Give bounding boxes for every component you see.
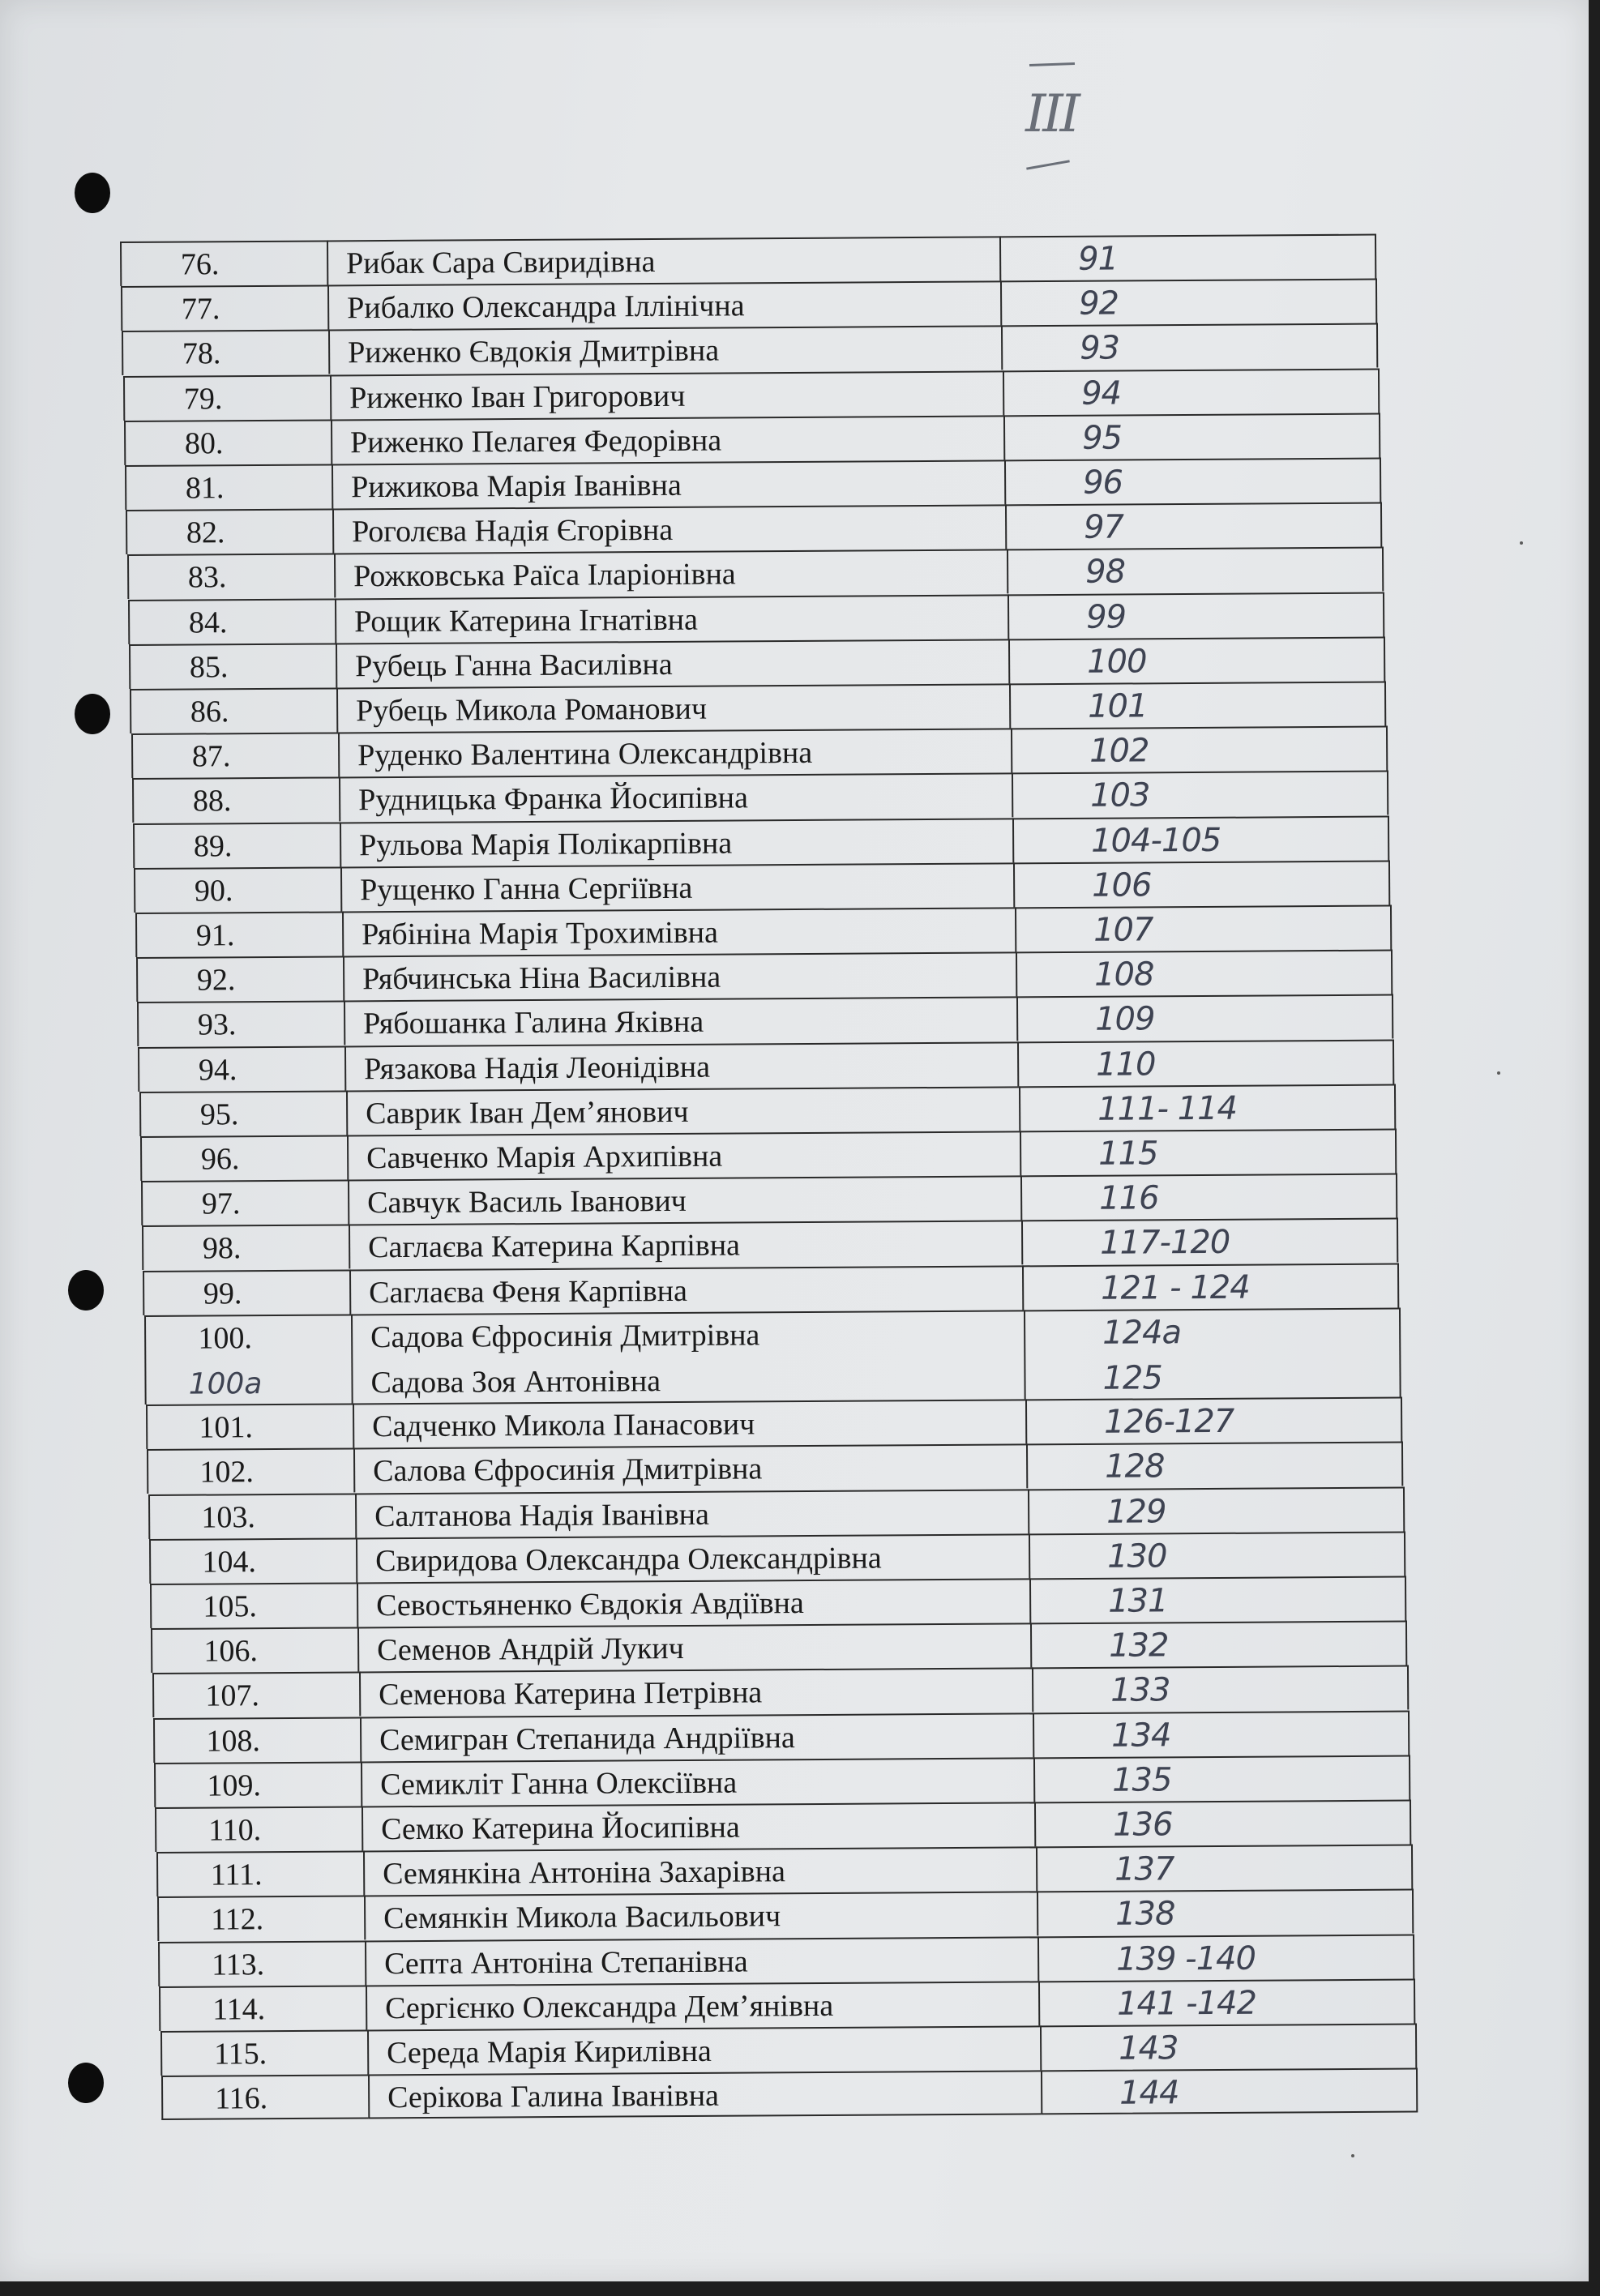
person-name: Рущенко Ганна Сергіївна	[340, 862, 1013, 911]
person-name: Салова Єфросинія Дмитрівна	[353, 1444, 1026, 1493]
person-name: Рощик Катерина Ігнатівна	[335, 594, 1007, 643]
file-number: 129	[1028, 1486, 1405, 1533]
person-name: Рубець Ганна Василівна	[336, 639, 1008, 687]
file-number-text: 124а	[1102, 1313, 1181, 1352]
row-number: 88.	[132, 777, 339, 823]
file-number: 130	[1029, 1531, 1405, 1578]
file-number: 106	[1013, 860, 1390, 907]
person-name: Саврик Іван Дем’янович	[346, 1086, 1019, 1135]
file-number: 117-120	[1021, 1218, 1398, 1265]
file-number: 116	[1020, 1174, 1397, 1221]
file-number: 111- 114	[1018, 1084, 1395, 1131]
row-number: 77.	[121, 285, 327, 331]
row-number: 109.	[154, 1761, 361, 1807]
file-number: 136	[1034, 1800, 1411, 1847]
person-name: Риженко Євдокія Дмитрівна	[328, 326, 1001, 374]
person-name: Риженко Іван Григорович	[330, 370, 1003, 419]
row-number: 103.	[148, 1493, 355, 1539]
person-name: Серікова Галина Іванівна	[368, 2071, 1041, 2119]
file-number: 135	[1033, 1755, 1410, 1802]
file-number: 103	[1012, 771, 1388, 818]
person-name: Рижикова Марія Іванівна	[332, 460, 1004, 508]
file-number: 101	[1009, 682, 1386, 729]
row-number: 95.	[139, 1090, 346, 1136]
file-number: 132	[1030, 1621, 1407, 1668]
file-number: 95	[1003, 413, 1380, 460]
person-name: Септа Антоніна Степанівна	[365, 1936, 1037, 1985]
file-number: 100	[1008, 636, 1385, 683]
person-name: Роголєва Надія Єгорівна	[332, 505, 1005, 554]
row-number: 115.	[160, 2029, 367, 2076]
row-number: 104.	[149, 1537, 356, 1584]
person-name: Свиридова Олександра Олександрівна	[356, 1533, 1029, 1582]
file-number: 102	[1011, 726, 1388, 773]
row-number: 114.	[159, 1985, 366, 2031]
file-number: 126-127	[1025, 1397, 1402, 1444]
person-name: Рудницька Франка Йосипівна	[339, 773, 1012, 822]
row-number: 111.	[156, 1851, 363, 1897]
person-name: Семигран Степанида Андріївна	[360, 1712, 1033, 1761]
row-number-handwritten: 100а	[188, 1366, 263, 1401]
row-number: 105.	[150, 1582, 357, 1628]
row-number: 86.	[130, 687, 336, 733]
person-name: Рябініна Марія Трохимівна	[342, 907, 1015, 956]
person-name: Рязакова Надія Леонідівна	[344, 1041, 1017, 1090]
row-number: 92.	[136, 956, 343, 1003]
row-number	[144, 1314, 352, 1405]
file-number: 115	[1020, 1129, 1397, 1176]
person-name: Саглаєва Катерина Карпівна	[349, 1221, 1021, 1269]
file-number: 109	[1016, 994, 1393, 1041]
file-number: 93	[1001, 323, 1378, 370]
person-name: Семянкін Микола Васильович	[364, 1892, 1037, 1940]
person-name: Савченко Марія Архипівна	[347, 1131, 1020, 1179]
person-name: Сергієнко Олександра Дем’янівна	[366, 1981, 1038, 2029]
person-name: Садченко Микола Панасович	[353, 1400, 1025, 1448]
person-name: Семянкіна Антоніна Захарівна	[363, 1847, 1036, 1896]
file-number-text: 125	[1102, 1359, 1162, 1397]
person-name	[351, 1310, 1025, 1403]
scan-edge	[1589, 0, 1600, 2296]
row-number: 116.	[161, 2075, 368, 2121]
person-name-text: Садова Єфросинія Дмитрівна	[370, 1318, 760, 1355]
row-number: 97.	[141, 1180, 348, 1226]
row-number: 101.	[146, 1404, 353, 1450]
person-name: Риженко Пелагея Федорівна	[331, 415, 1003, 464]
folio-number-text: III	[1025, 84, 1077, 144]
file-number: 137	[1036, 1845, 1413, 1892]
file-number: 144	[1041, 2068, 1418, 2115]
person-name: Рубець Микола Романович	[336, 683, 1009, 732]
file-number: 98	[1007, 547, 1384, 594]
row-number: 79.	[123, 374, 330, 421]
person-name: Рожковська Раїса Іларіонівна	[334, 549, 1007, 598]
file-number: 104-105	[1012, 815, 1389, 862]
file-number: 110	[1017, 1039, 1394, 1086]
row-number: 108.	[153, 1717, 360, 1763]
scan-edge	[0, 2281, 1600, 2296]
file-number: 91	[999, 234, 1376, 281]
row-number: 80.	[124, 419, 331, 465]
person-name: Семенова Катерина Петрівна	[359, 1668, 1032, 1717]
file-number: 121 - 124	[1022, 1263, 1399, 1310]
person-name: Салтанова Надія Іванівна	[355, 1489, 1028, 1537]
file-number: 96	[1004, 458, 1381, 505]
row-number: 91.	[135, 911, 342, 957]
row-number: 112.	[157, 1896, 364, 1942]
row-number: 99.	[143, 1269, 349, 1315]
row-number: 89.	[133, 822, 340, 868]
table-row	[144, 1313, 1181, 1405]
person-name: Рульова Марія Полікарпівна	[340, 818, 1012, 866]
row-number: 76.	[120, 240, 327, 286]
person-name: Семко Катерина Йосипівна	[361, 1802, 1034, 1850]
row-number: 90.	[134, 866, 340, 913]
row-number: 85.	[129, 643, 336, 689]
person-name: Семенов Андрій Лукич	[357, 1623, 1030, 1672]
row-number: 78.	[122, 330, 328, 376]
row-number: 110.	[155, 1806, 361, 1852]
row-number: 83.	[127, 554, 334, 600]
file-number: 92	[1000, 279, 1377, 326]
person-name: Савчук Василь Іванович	[348, 1176, 1020, 1225]
row-number: 93.	[137, 1001, 344, 1047]
row-number: 84.	[128, 598, 335, 644]
row-number: 106.	[151, 1627, 357, 1674]
file-number	[1024, 1307, 1401, 1399]
file-number: 131	[1029, 1576, 1406, 1623]
person-name: Рябошанка Галина Яківна	[344, 997, 1016, 1045]
person-name: Рибак Сара Свиридівна	[327, 236, 999, 284]
file-number: 138	[1037, 1889, 1414, 1936]
row-number: 96.	[140, 1135, 347, 1181]
file-number: 108	[1016, 950, 1393, 997]
file-number: 139 -140	[1037, 1934, 1414, 1981]
row-number: 82.	[126, 509, 332, 555]
file-number: 134	[1033, 1710, 1410, 1757]
file-number: 143	[1039, 2024, 1416, 2071]
person-name: Саглаєва Феня Карпівна	[349, 1265, 1022, 1314]
person-name: Рибалко Олександра Іллінічна	[327, 281, 1000, 330]
row-number-text: 100.	[198, 1320, 252, 1356]
file-number: 99	[1007, 592, 1384, 639]
row-number: 113.	[158, 1940, 365, 1986]
file-number: 128	[1026, 1442, 1403, 1489]
person-name: Руденко Валентина Олександрівна	[338, 729, 1011, 777]
row-number: 107.	[152, 1672, 359, 1718]
person-name: Рябчинська Ніна Василівна	[343, 952, 1016, 1001]
file-number: 107	[1015, 905, 1392, 952]
row-number: 81.	[125, 464, 332, 510]
person-name: Семикліт Ганна Олексіївна	[361, 1757, 1033, 1806]
person-name-text: Садова Зоя Антонівна	[370, 1363, 661, 1400]
file-number: 133	[1032, 1665, 1409, 1712]
person-name: Середа Марія Кирилівна	[367, 2025, 1040, 2074]
row-number: 94.	[138, 1045, 344, 1092]
row-number: 98.	[142, 1225, 349, 1271]
file-number: 94	[1003, 368, 1380, 415]
row-number: 102.	[147, 1448, 353, 1494]
row-number: 87.	[131, 733, 338, 779]
person-name: Севостьяненко Євдокія Авдіївна	[357, 1578, 1029, 1627]
file-number: 97	[1005, 502, 1382, 549]
file-number: 141 -142	[1038, 1978, 1415, 2025]
